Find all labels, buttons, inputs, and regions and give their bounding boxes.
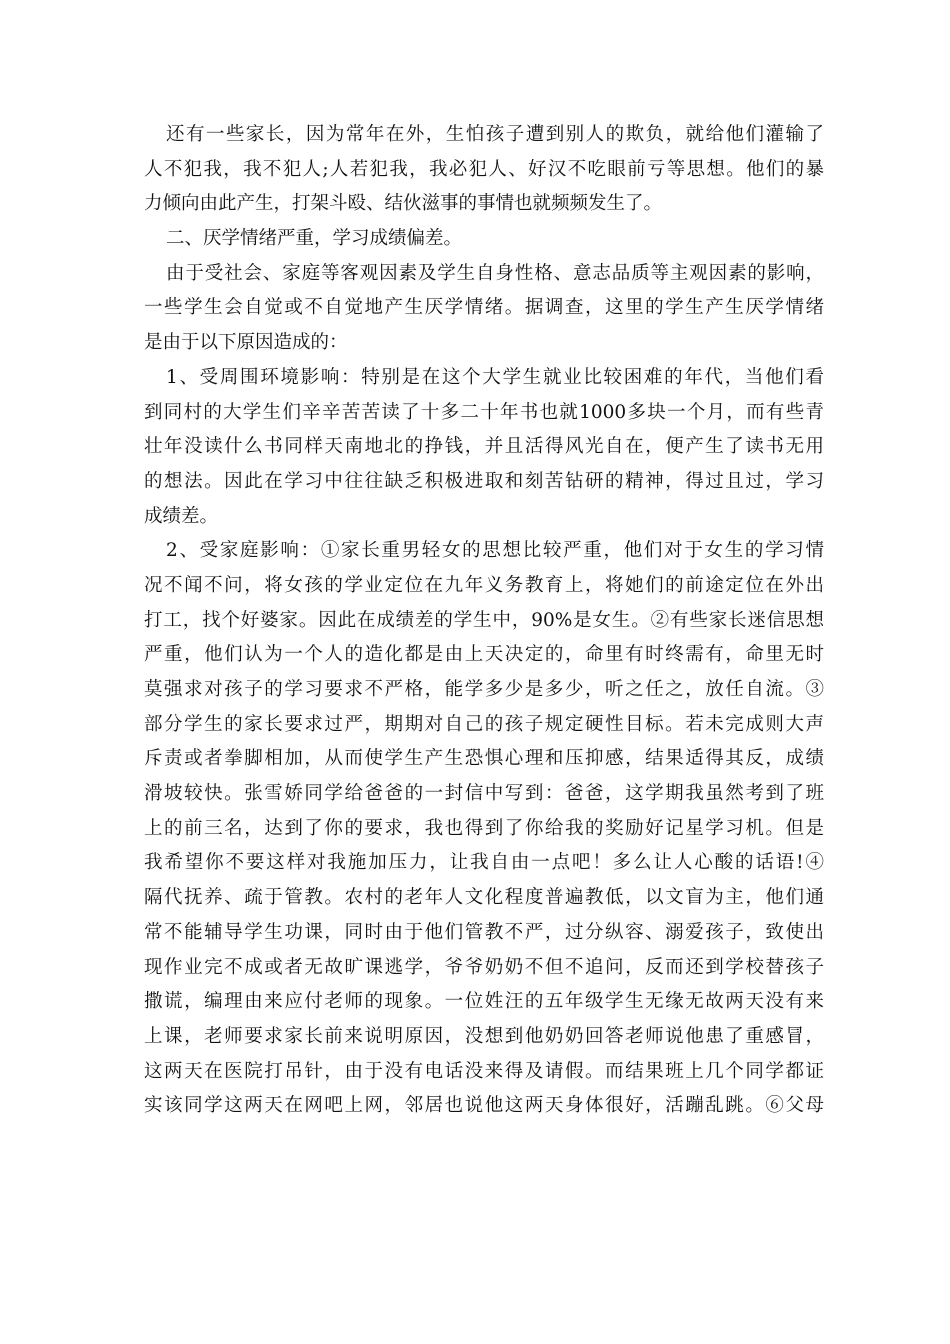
text-line: 撒谎，编理由来应付老师的现象。一位姓汪的五年级学生无缘无故两天没有来 — [144, 991, 824, 1013]
text-line: 人不犯我，我不犯人;人若犯我，我必犯人、好汉不吃眼前亏等思想。他们的暴 — [144, 158, 824, 180]
text-line: 严重，他们认为一个人的造化都是由上天决定的，命里有时终需有，命里无时 — [144, 644, 824, 666]
text-line: 成绩差。 — [144, 505, 219, 527]
text-line: 常不能辅导学生功课，同时由于他们管教不严，过分纵容、溺爱孩子，致使出 — [144, 921, 824, 943]
text-line: 实该同学这两天在网吧上网，邻居也说他这两天身体很好，活蹦乱跳。⑥父母 — [144, 1095, 824, 1117]
text-line: 由于受社会、家庭等客观因素及学生自身性格、意志品质等主观因素的影响， — [166, 262, 824, 284]
text-line: 况不闻不问，将女孩的学业定位在九年义务教育上，将她们的前途定位在外出 — [144, 574, 824, 596]
text-line: 打工，找个好婆家。因此在成绩差的学生中，90%是女生。②有些家长迷信思想 — [144, 609, 824, 631]
text-line: 莫强求对孩子的学习要求不严格，能学多少是多少，听之任之，放任自流。③ — [144, 679, 824, 700]
text-line: 力倾向由此产生，打架斗殴、结伙滋事的事情也就频频发生了。 — [144, 193, 663, 215]
text-line: 滑坡较快。张雪娇同学给爸爸的一封信中写到：爸爸，这学期我虽然考到了班 — [144, 783, 824, 805]
text-line: 还有一些家长，因为常年在外，生怕孩子遭到别人的欺负，就给他们灌输了 — [166, 124, 824, 145]
text-line: 隔代抚养、疏于管教。农村的老年人文化程度普遍教低，以文盲为主，他们通 — [144, 887, 824, 909]
text-line: 部分学生的家长要求过严，期期对自己的孩子规定硬性目标。若未完成则大声 — [144, 713, 824, 735]
text-line: 的想法。因此在学习中往往缺乏积极进取和刻苦钻研的精神，得过且过，学习 — [144, 470, 824, 492]
text-line: 1、受周围环境影响：特别是在这个大学生就业比较困难的年代，当他们看 — [166, 366, 824, 388]
text-line: 上的前三名，达到了你的要求，我也得到了你给我的奖励好记星学习机。但是 — [144, 817, 824, 839]
text-line: 2、受家庭影响：①家长重男轻女的思想比较严重，他们对于女生的学习情 — [166, 540, 824, 562]
text-line: 我希望你不要这样对我施加压力，让我自由一点吧！多么让人心酸的话语!④ — [144, 852, 824, 874]
text-line: 现作业完不成或者无故旷课逃学，爷爷奶奶不但不追问，反而还到学校替孩子 — [144, 956, 824, 978]
text-line: 到同村的大学生们辛辛苦苦读了十多二十年书也就1000多块一个月，而有些青 — [144, 401, 824, 423]
text-line: 斥责或者拳脚相加，从而使学生产生恐惧心理和压抑感，结果适得其反，成绩 — [144, 748, 824, 770]
text-line: 这两天在医院打吊针，由于没有电话没来得及请假。而结果班上几个同学都证 — [144, 1060, 824, 1082]
section-heading: 二、厌学情绪严重，学习成绩偏差。 — [166, 228, 463, 250]
text-line: 一些学生会自觉或不自觉地产生厌学情绪。据调查，这里的学生产生厌学情绪 — [144, 297, 824, 319]
text-line: 上课，老师要求家长前来说明原因，没想到他奶奶回答老师说他患了重感冒， — [144, 1025, 824, 1047]
text-line: 是由于以下原因造成的： — [144, 332, 348, 354]
text-line: 壮年没读什么书同样天南地北的挣钱，并且活得风光自在，便产生了读书无用 — [144, 436, 824, 458]
document-body — [144, 118, 824, 1124]
